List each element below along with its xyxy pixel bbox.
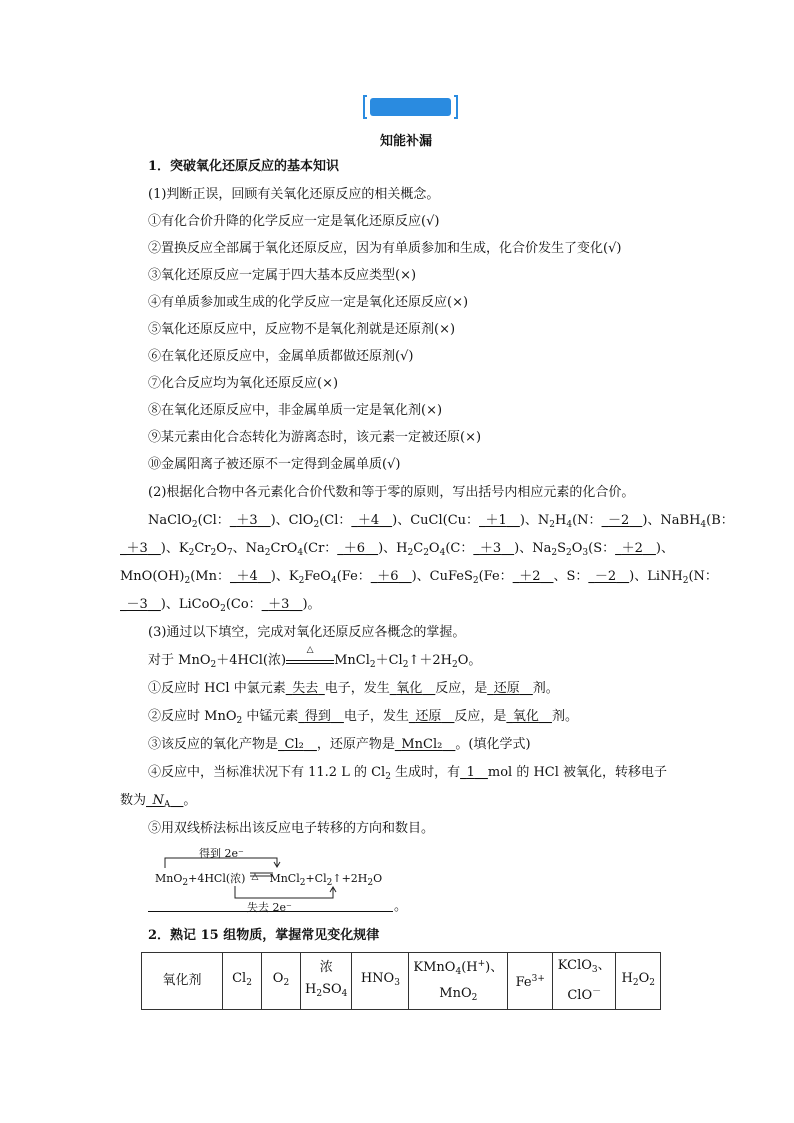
bridge-equation: MnO$_2$+4HCl(浓) △ $MnCl_2+Cl_2↑+2H_2O$	[155, 872, 383, 888]
judgement-item: ⑧在氧化还原反应中，非金属单质一定是氧化剂(×)	[148, 403, 443, 418]
q3-item2: ②反应时 MnO$_2$ 中锰元素_得到__电子，发生_还原__反应，是_氧化__剂。	[148, 709, 578, 726]
q3-item1: ①反应时 HCl 中氯元素_失去_电子，发生_氧化__反应，是_还原__剂。	[148, 681, 559, 696]
judgement-item: ⑩金属阳离子被还原不一定得到金属单质(√)	[148, 457, 401, 472]
table-header-cell: 氧化剂	[142, 953, 223, 1010]
table-cell: $HNO_3$	[352, 953, 409, 1010]
table-cell: KClO$_3$、 ClO－	[553, 953, 616, 1010]
table-cell: 浓 $H_2SO_4$	[301, 953, 352, 1010]
section-banner-icon	[363, 95, 458, 119]
table-row	[142, 953, 661, 1010]
q3-item3: ③该反应的氧化产物是_Cl₂__，还原产物是_MnCl₂__。(填化学式)	[148, 737, 531, 752]
section-title: 知能补漏	[380, 134, 433, 149]
q3-intro: (3)通过以下填空，完成对氧化还原反应各概念的掌握。	[148, 625, 466, 640]
judgement-item: ④有单质参加或生成的化学反应一定是氧化还原反应(×)	[148, 295, 469, 310]
table-cell: KMnO$_4$(H+)、 MnO$_2$	[409, 953, 508, 1010]
judgement-item: ⑥在氧化还原反应中，金属单质都做还原剂(√)	[148, 349, 414, 364]
judgement-item: ⑨某元素由化合态转化为游离态时，该元素一定被还原(×)	[148, 430, 482, 445]
section1-heading: 1．突破氧化还原反应的基本知识	[148, 159, 340, 174]
table-cell: $O_2$	[262, 953, 301, 1010]
q3-item4-cont: 数为$\_N_A\_\_$。	[120, 793, 197, 810]
answer-end-mark: 。	[394, 899, 408, 914]
judgement-item: ②置换反应全部属于氧化还原反应，因为有单质参加和生成，化合价发生了变化(√)	[148, 241, 622, 256]
gain-label: 得到 2e⁻	[199, 847, 244, 860]
section2-heading: 2．熟记 15 组物质，掌握常见变化规律	[148, 928, 380, 943]
q3-item4: ④反应中，当标准状况下有 11.2 L 的 $Cl_2$ 生成时，有_1__mol 的 HCl 被氧化，转移电子	[148, 765, 668, 782]
judgement-item: ①有化合价升降的化学反应一定是氧化还原反应(√)	[148, 214, 440, 229]
q2-line-2: _＋3__)、$K_2Cr_2O_7$、$Na_2CrO_4(Cr$：_＋6__)、$H_2C_2O_4(C$：_＋3__)、$Na_2S_2O_3(S$：_＋2__)、	[120, 541, 674, 558]
answer-underline	[148, 911, 393, 912]
table-cell: $Cl_2$	[223, 953, 262, 1010]
q2-intro: (2)根据化合物中各元素化合价代数和等于零的原则，写出括号内相应元素的化合价。	[148, 485, 635, 500]
table-cell: $H_2O_2$	[616, 953, 661, 1010]
judgement-item: ⑦化合反应均为氧化还原反应(×)	[148, 376, 339, 391]
judgement-item: ③氧化还原反应一定属于四大基本反应类型(×)	[148, 268, 417, 283]
q3-item5: ⑤用双线桥法标出该反应电子转移的方向和数目。	[148, 821, 435, 836]
oxidant-table	[141, 952, 661, 1010]
q2-line-1: NaClO$_2$(Cl：_＋3__)、ClO$_2$(Cl：_＋4__)、CuCl(Cu：_＋1__)、$N_2H_4(N$：_－2__)、NaBH$_4$(B：	[148, 513, 734, 530]
table-cell: $Fe^{3+}$	[508, 953, 553, 1010]
q3-reaction: 对于 MnO$_2$＋4HCl(浓) △ $MnCl_2+Cl_2↑+2H_2O$。	[148, 645, 482, 670]
electron-transfer-diagram	[155, 842, 415, 912]
q2-line-4: _－3__)、LiCoO$_2$(Co：_＋3__)。	[120, 597, 321, 614]
q1-intro: (1)判断正误，回顾有关氧化还原反应的相关概念。	[148, 187, 440, 202]
q2-line-3: $MnO(OH)_2(Mn$：_＋4__)、$K_2FeO_4(Fe$：_＋6__)、CuFeS$_2$(Fe：_＋2__、S：_－2__)、LiNH$_2$(N：	[120, 569, 718, 586]
judgement-item: ⑤氧化还原反应中，反应物不是氧化剂就是还原剂(×)	[148, 322, 456, 337]
loss-label: 失去 2e⁻	[247, 901, 292, 914]
